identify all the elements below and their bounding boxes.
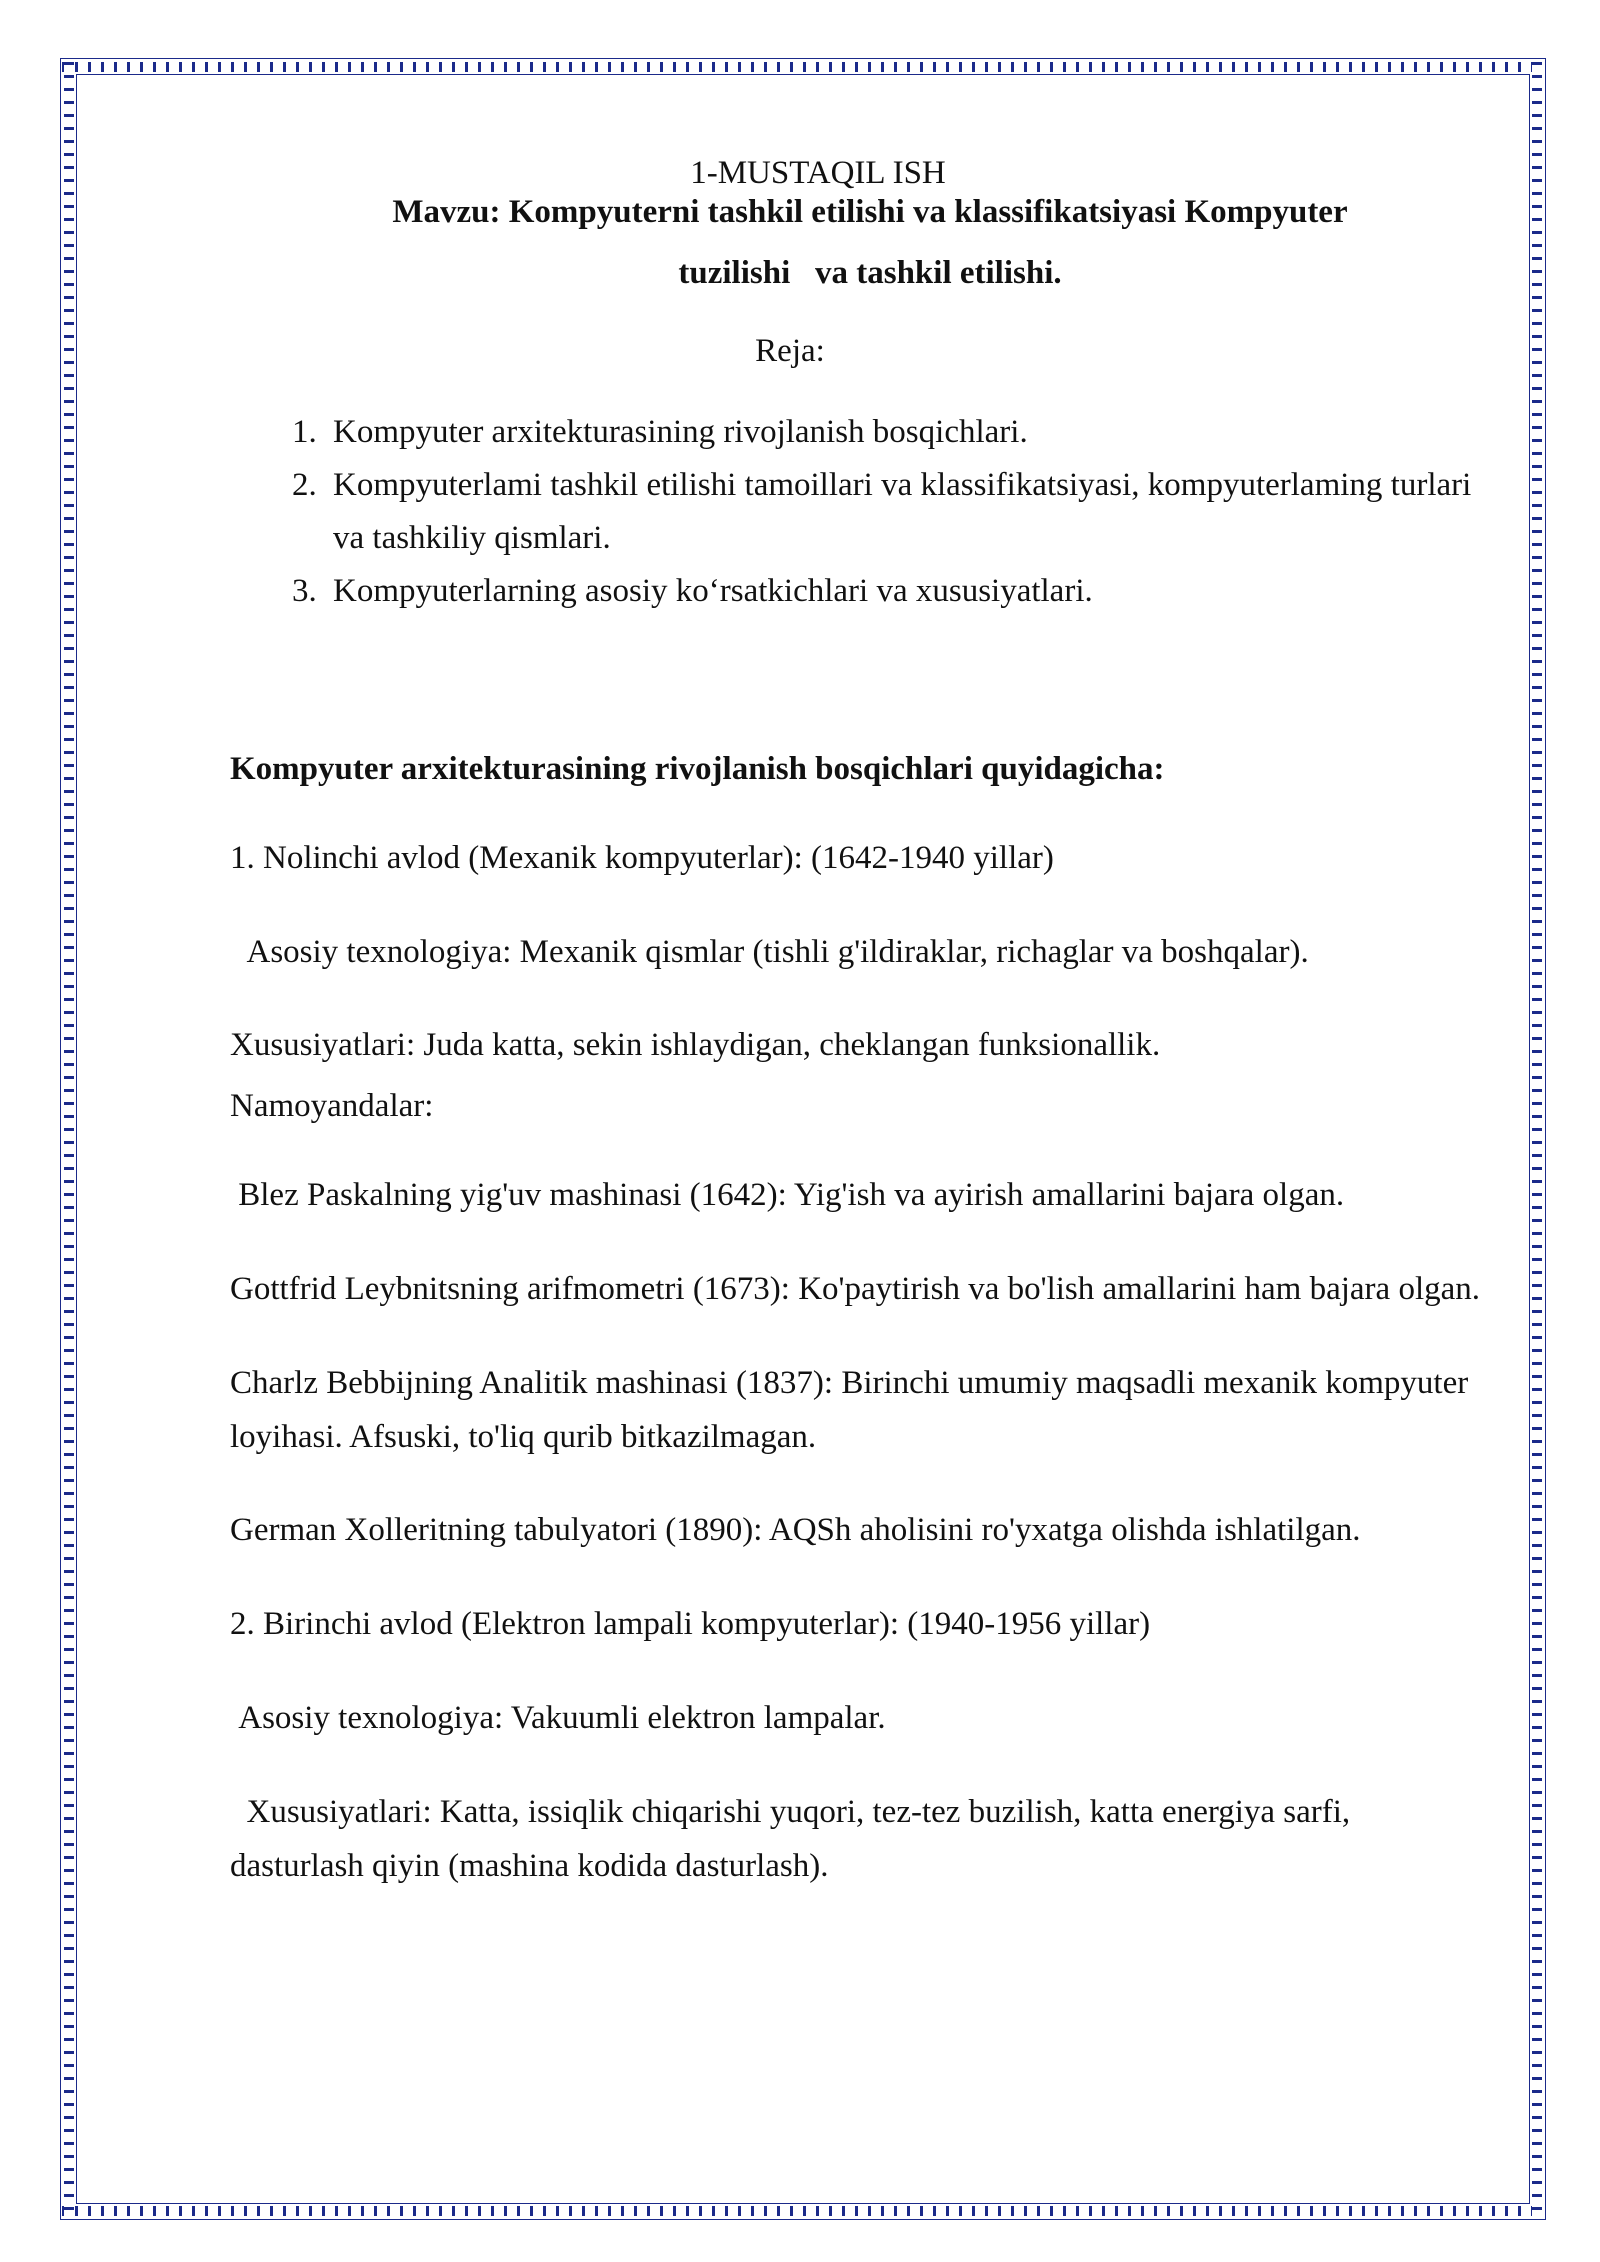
border-pattern-right: [1532, 62, 1542, 2216]
document-title: 1-MUSTAQIL ISH: [690, 155, 946, 191]
paragraph: Xususiyatlari: Juda katta, sekin ishlaydigan, cheklangan funksionallik.: [230, 1027, 1161, 1064]
document-subject: [360, 196, 1380, 290]
paragraph: German Xolleritning tabulyatori (1890): AQSh aholisini ro'yxatga olishda ishlatilgan.: [230, 1512, 1361, 1549]
paragraph: Blez Paskalning yig'uv mashinasi (1642): Yig'ish va ayirish amallarini bajara olgan.: [230, 1177, 1345, 1214]
plan-list: [230, 406, 1490, 617]
plan-item: 1. Kompyuter arxitekturasining rivojlanish bosqichlari.: [325, 406, 1490, 459]
paragraph: Xususiyatlari: Katta, issiqlik chiqarishi yuqori, tez-tez buzilish, katta energiya sarfi, dasturlash qiyin (mashina kodida dasturlash).: [230, 1793, 1359, 1884]
paragraph: 1. Nolinchi avlod (Mexanik kompyuterlar): (1642-1940 yillar): [230, 839, 1054, 876]
plan-item: 2. Kompyuterlami tashkil etilishi tamoillari va klassifikatsiyasi, kompyuterlaming turlari va tashkiliy qismlari.: [325, 459, 1490, 565]
subject-line-1: Mavzu: Kompyuterni tashkil etilishi va klassifikatsiyasi Kompyuter: [392, 194, 1348, 231]
plan-title: Reja:: [755, 333, 825, 370]
paragraph: Namoyandalar:: [230, 1088, 434, 1125]
document-body: [230, 150, 1490, 1893]
section-heading: Kompyuter arxitekturasining rivojlanish bosqichlari quyidagicha:: [230, 750, 1165, 787]
paragraph: Asosiy texnologiya: Mexanik qismlar (tishli g'ildiraklar, richaglar va boshqalar).: [230, 933, 1309, 970]
paragraph: Gottfrid Leybnitsning arifmometri (1673): Ko'paytirish va bo'lish amallarini ham bajara olgan.: [230, 1271, 1481, 1308]
subject-line-2: tuzilishi va tashkil etilishi.: [678, 255, 1062, 292]
paragraph: Charlz Bebbijning Analitik mashinasi (1837): Birinchi umumiy maqsadli mexanik kompyuter loyihasi. Afsuski, to'liq qurib bitkazilmagan.: [230, 1364, 1469, 1455]
paragraph: 2. Birinchi avlod (Elektron lampali kompyuterlar): (1940-1956 yillar): [230, 1606, 1151, 1643]
border-pattern-left: [64, 62, 74, 2216]
border-pattern-bottom: [62, 2206, 1544, 2216]
border-pattern-top: [62, 62, 1544, 72]
plan-item: 3. Kompyuterlarning asosiy ko‘rsatkichlari va xususiyatlari.: [325, 565, 1490, 618]
paragraph: Asosiy texnologiya: Vakuumli elektron lampalar.: [230, 1699, 886, 1736]
